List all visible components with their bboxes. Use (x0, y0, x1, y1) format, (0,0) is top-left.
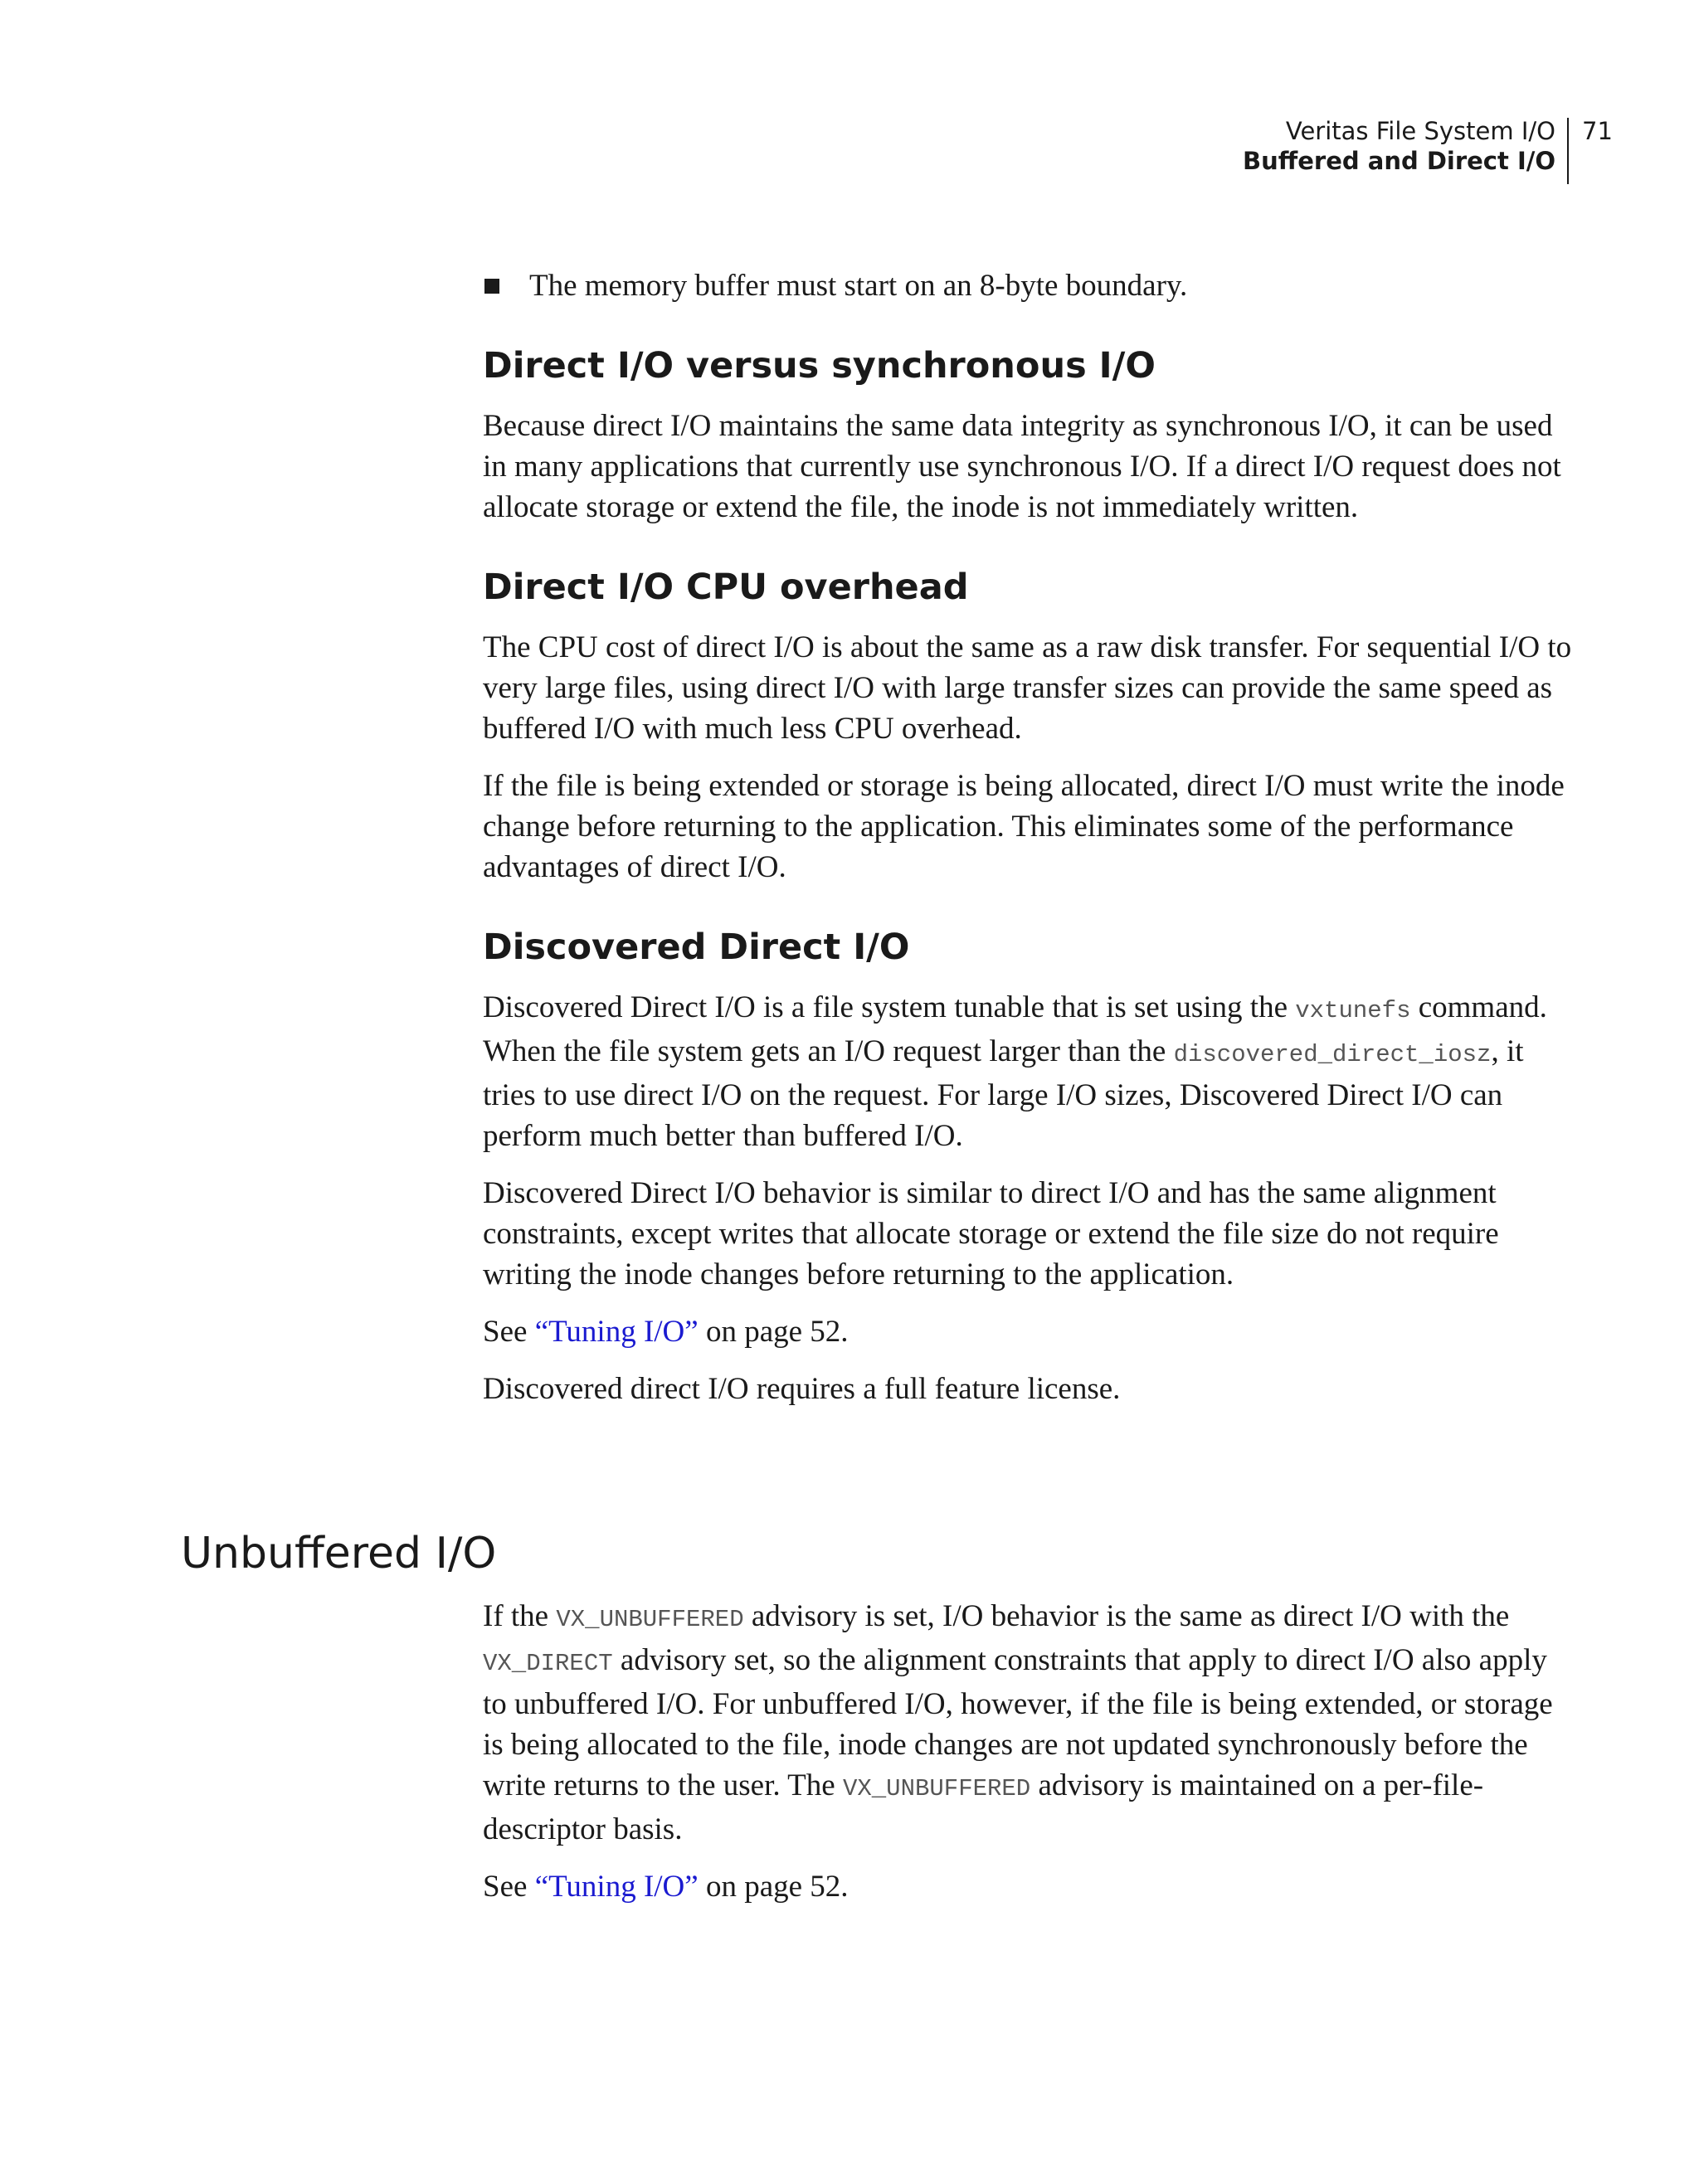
square-bullet-icon (484, 279, 499, 294)
code-vx-direct: VX_DIRECT (483, 1650, 613, 1677)
header-text (1243, 116, 1555, 176)
text-run: on page 52. (698, 1315, 849, 1349)
text-run: command. When the file system gets an I/O request larger than the (483, 990, 1547, 1068)
text-run: Discovered Direct I/O is a file system tunable that is set using the (483, 990, 1296, 1024)
paragraph-cpu-2: If the file is being extended or storage is being allocated, direct I/O must write the inode change before returning to the application. This eliminates some of the performance advantages of direct I/O. (483, 769, 1565, 884)
header-section-title: Buffered and Direct I/O (1243, 147, 1555, 175)
paragraph-see-tuning-2 (483, 1866, 1578, 1907)
tuning-io-link[interactable]: “Tuning I/O” (534, 1315, 699, 1349)
bullet-text: The memory buffer must start on an 8-byte boundary. (529, 269, 1188, 303)
text-run: advisory set, so the alignment constraints that apply to direct I/O also apply to unbuffered I/O. For unbuffered I/O, however, if the file is being extended, or storage is being allocated to the file, inode changes are not updated synchronously before the write returns to the user. The (483, 1643, 1553, 1802)
text-run: on page 52. (698, 1870, 849, 1904)
running-header (0, 116, 1699, 191)
text-run: See (483, 1315, 535, 1349)
paragraph-see-tuning-1 (483, 1311, 1578, 1352)
text-run: If the (483, 1599, 557, 1633)
text-run: , it tries to use direct I/O on the request. For large I/O sizes, Discovered Direct I/O can perform much better than buffered I/O. (483, 1034, 1524, 1153)
header-divider (1567, 118, 1569, 184)
heading-cpu-overhead: Direct I/O CPU overhead (483, 567, 969, 608)
paragraph-license: Discovered direct I/O requires a full feature license. (483, 1372, 1121, 1406)
code-vx-unbuffered: VX_UNBUFFERED (842, 1775, 1031, 1802)
page-number: 71 (1582, 117, 1613, 145)
body-column (483, 265, 1578, 1426)
code-vx-unbuffered: VX_UNBUFFERED (556, 1606, 744, 1633)
heading-direct-vs-sync: Direct I/O versus synchronous I/O (483, 345, 1156, 387)
list-item (483, 265, 1578, 306)
code-vxtunefs: vxtunefs (1295, 997, 1411, 1024)
body-column-unbuffered (483, 1596, 1578, 1924)
heading-unbuffered-io: Unbuffered I/O (181, 1529, 497, 1578)
paragraph-unbuffered (483, 1596, 1578, 1850)
header-chapter-title: Veritas File System I/O (1285, 117, 1555, 145)
paragraph-discovered-1 (483, 987, 1578, 1156)
text-run: advisory is maintained on a per-file-descriptor basis. (483, 1768, 1484, 1846)
text-run: See (483, 1870, 535, 1904)
paragraph-discovered-2: Discovered Direct I/O behavior is similar to direct I/O and has the same alignment constraints, except writes that allocate storage or extend the file size do not require writing the inode changes before returning to the application. (483, 1176, 1499, 1291)
tuning-io-link[interactable]: “Tuning I/O” (534, 1870, 699, 1904)
paragraph-direct-vs-sync: Because direct I/O maintains the same data integrity as synchronous I/O, it can be used in many applications that currently use synchronous I/O. If a direct I/O request does not allocate storage or extend the file, the inode is not immediately written. (483, 409, 1561, 524)
code-discovered-direct-iosz: discovered_direct_iosz (1173, 1041, 1492, 1068)
text-run: advisory is set, I/O behavior is the same as direct I/O with the (743, 1599, 1510, 1633)
heading-discovered-direct: Discovered Direct I/O (483, 927, 910, 968)
paragraph-cpu-1: The CPU cost of direct I/O is about the same as a raw disk transfer. For sequential I/O to very large files, using direct I/O with large transfer sizes can provide the same speed as buffered I/O with much less CPU overhead. (483, 630, 1572, 746)
